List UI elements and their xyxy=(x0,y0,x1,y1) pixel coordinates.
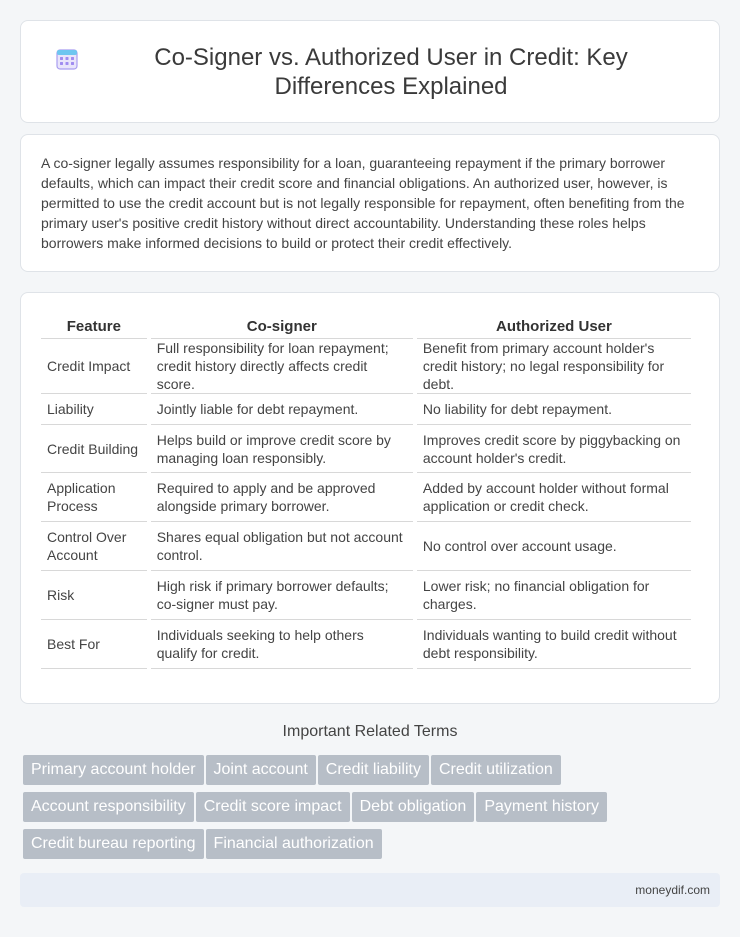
comparison-table-card xyxy=(20,292,720,704)
related-term-chip[interactable]: Primary account holder xyxy=(23,755,204,785)
co-signer-cell: Shares equal obligation but not account control. xyxy=(151,522,413,571)
table-row xyxy=(41,571,691,620)
title-card xyxy=(20,20,720,123)
related-term-chip[interactable]: Credit bureau reporting xyxy=(23,829,204,859)
authorized-user-cell: Lower risk; no financial obligation for charges. xyxy=(417,571,691,620)
footer-site-link[interactable]: moneydif.com xyxy=(635,883,710,897)
feature-cell: Credit Impact xyxy=(41,339,147,394)
related-terms-title: Important Related Terms xyxy=(282,723,458,740)
table-row xyxy=(41,425,691,473)
footer xyxy=(20,873,720,907)
related-term-chip[interactable]: Account responsibility xyxy=(23,792,194,822)
feature-cell: Credit Building xyxy=(41,425,147,473)
related-term-chip[interactable]: Credit liability xyxy=(318,755,429,785)
table-row xyxy=(41,339,691,394)
authorized-user-cell: Individuals wanting to build credit without debt responsibility. xyxy=(417,620,691,669)
related-term-chip[interactable]: Credit score impact xyxy=(196,792,350,822)
feature-cell: Liability xyxy=(41,394,147,425)
related-term-chip[interactable]: Credit utilization xyxy=(431,755,561,785)
co-signer-cell: Full responsibility for loan repayment; credit history directly affects credit score. xyxy=(151,339,413,394)
related-term-chip[interactable]: Joint account xyxy=(206,755,316,785)
intro-paragraph: A co-signer legally assumes responsibility for a loan, guaranteeing repayment if the primary borrower defaults, which can impact their credit score and financial obligations. An authorized user, however, is permitted to use the credit account but is not legally responsible for repayment, often benefiting from the primary user's positive credit history without direct accountability. Understanding these roles helps borrowers make informed decisions to build or protect their credit effectively. xyxy=(41,155,685,251)
table-row xyxy=(41,620,691,669)
table-header-row xyxy=(41,313,691,339)
authorized-user-cell: Benefit from primary account holder's credit history; no legal responsibility for debt. xyxy=(417,339,691,394)
authorized-user-cell: No liability for debt repayment. xyxy=(417,394,691,425)
related-term-chip[interactable]: Debt obligation xyxy=(352,792,475,822)
co-signer-cell: High risk if primary borrower defaults; co-signer must pay. xyxy=(151,571,413,620)
co-signer-cell: Required to apply and be approved alongside primary borrower. xyxy=(151,473,413,522)
feature-cell: Application Process xyxy=(41,473,147,522)
co-signer-cell: Individuals seeking to help others qualify for credit. xyxy=(151,620,413,669)
header-co-signer: Co-signer xyxy=(151,313,413,339)
comparison-table xyxy=(37,313,695,669)
page-title: Co-Signer vs. Authorized User in Credit: Key Differences Explained xyxy=(154,44,628,100)
co-signer-cell: Helps build or improve credit score by managing loan responsibly. xyxy=(151,425,413,473)
intro-card xyxy=(20,134,720,272)
table-row xyxy=(41,473,691,522)
feature-cell: Risk xyxy=(41,571,147,620)
co-signer-cell: Jointly liable for debt repayment. xyxy=(151,394,413,425)
feature-cell: Best For xyxy=(41,620,147,669)
authorized-user-cell: No control over account usage. xyxy=(417,522,691,571)
table-row xyxy=(41,394,691,425)
header-feature: Feature xyxy=(41,313,147,339)
related-terms-list xyxy=(23,755,723,866)
authorized-user-cell: Added by account holder without formal application or credit check. xyxy=(417,473,691,522)
table-row xyxy=(41,522,691,571)
authorized-user-cell: Improves credit score by piggybacking on account holder's credit. xyxy=(417,425,691,473)
related-term-chip[interactable]: Financial authorization xyxy=(206,829,382,859)
header-authorized-user: Authorized User xyxy=(417,313,691,339)
feature-cell: Control Over Account xyxy=(41,522,147,571)
related-term-chip[interactable]: Payment history xyxy=(476,792,607,822)
